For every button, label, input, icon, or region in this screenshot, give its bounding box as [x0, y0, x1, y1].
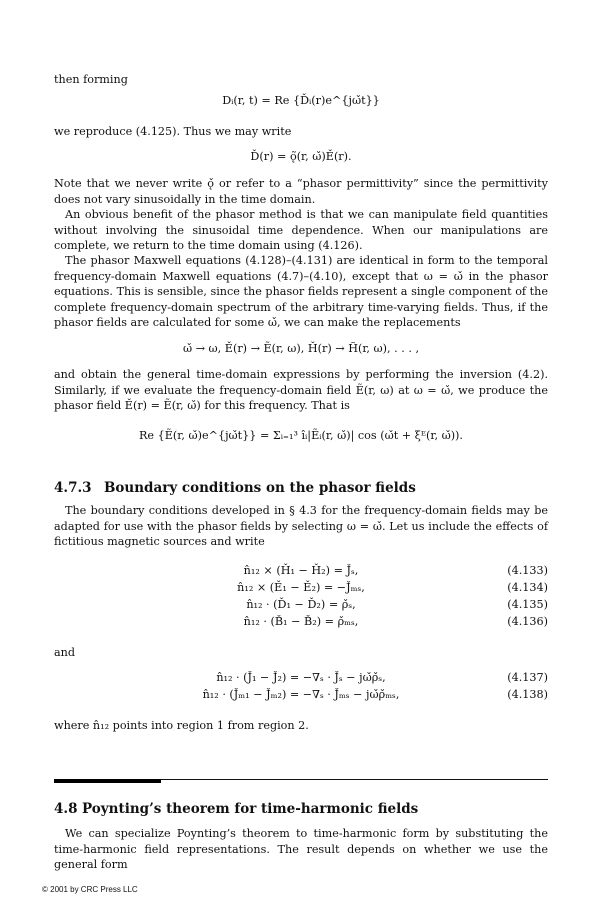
para-maxwell: The phasor Maxwell equations (4.128)–(4.131) are identical in form to the temporal frequency-domain Maxwell equations (4.7)–(4.10), except that ω = ω̌ in the phasor equations. This is sensible, since the phasor fields represent a single component of the complete frequency-domain spectrum of the arbitrary time-varying fields. Thus, if the phasor fields are calculated for some ω̌, we can make the replacements — [54, 254, 548, 329]
section-title: Poynting’s theorem for time-harmonic fields — [82, 801, 419, 817]
section-number: 4.8 — [54, 801, 78, 817]
equation-row: n̂₁₂ · (J̌ₘ₁ − J̌ₘ₂) = −∇ₛ · J̌ₘₛ − jω̌ρ̌ₘₛ, (4.138) — [202, 688, 548, 701]
copyright-footer: © 2001 by CRC Press LLC — [42, 885, 138, 894]
equation-d-time: Dᵢ(r, t) = Re {Ďᵢ(r)e^{jω̌t}} — [222, 94, 380, 107]
para-note: Note that we never write ǫ̌ or refer to a “phasor permittivity” since the permittivity does not vary sinusoidally in the time domain. — [54, 177, 548, 206]
equation-row: n̂₁₂ · (B̌₁ − B̌₂) = ρ̌ₘₛ, (4.136) — [243, 615, 548, 628]
section-4-7-3-heading — [54, 481, 416, 497]
para-then-forming: then forming — [54, 73, 128, 86]
section-4-8-heading — [54, 802, 418, 818]
section-rule-bar — [54, 779, 161, 783]
para-boundary: The boundary conditions developed in § 4.3 for the frequency-domain fields may be adapted for use with the phasor fields by selecting ω = ω̌. Let us include the effects of fictitious magnetic sources and write — [54, 504, 548, 548]
equation-row: n̂₁₂ × (Ě₁ − Ě₂) = −J̌ₘₛ, (4.134) — [237, 581, 548, 594]
para-obtain: and obtain the general time-domain expressions by performing the inversion (4.2). Similarly, if we evaluate the frequency-domain field Ẽ(r, ω) at ω = ω̌, we produce the phasor field Ě(r) = Ẽ(r, ω̌) for this frequency. That is — [54, 368, 548, 412]
para-reproduce: we reproduce (4.125). Thus we may write — [54, 125, 292, 138]
para-and: and — [54, 646, 76, 659]
equation-sum: Re {Ẽ(r, ω̌)e^{jω̌t}} = Σᵢ₌₁³ îᵢ|Ẽᵢ(r, ω̌)| cos (ω̌t + ξᴱ(r, ω̌)). — [139, 429, 463, 442]
continuity-equations — [54, 670, 548, 704]
equation-d-phasor: Ď(r) = ǫ̃(r, ω̌)Ě(r). — [250, 150, 352, 163]
para-where: where n̂₁₂ points into region 1 from region 2. — [54, 719, 309, 732]
para-benefit: An obvious benefit of the phasor method is that we can manipulate field quantities without involving the sinusoidal time dependence. When our manipulations are complete, we return to the time domain using (4.126). — [54, 208, 548, 252]
section-number: 4.7.3 — [54, 480, 92, 496]
boundary-equations — [54, 563, 548, 631]
equation-row: n̂₁₂ · (Ď₁ − Ď₂) = ρ̌ₛ, (4.135) — [246, 598, 548, 611]
section-title: Boundary conditions on the phasor fields — [104, 480, 416, 496]
equation-row: n̂₁₂ · (J̌₁ − J̌₂) = −∇ₛ · J̌ₛ − jω̌ρ̌ₛ, (4.137) — [216, 671, 548, 684]
equation-replacements: ω̌ → ω, Ě(r) → Ẽ(r, ω), Ȟ(r) → H̃(r, ω), . . . , — [182, 342, 420, 355]
equation-row: n̂₁₂ × (Ȟ₁ − Ȟ₂) = J̌ₛ, (4.133) — [243, 564, 548, 577]
para-poynting: We can specialize Poynting’s theorem to time-harmonic form by substituting the time-harmonic field representations. The result depends on whether we use the general form — [54, 827, 548, 871]
